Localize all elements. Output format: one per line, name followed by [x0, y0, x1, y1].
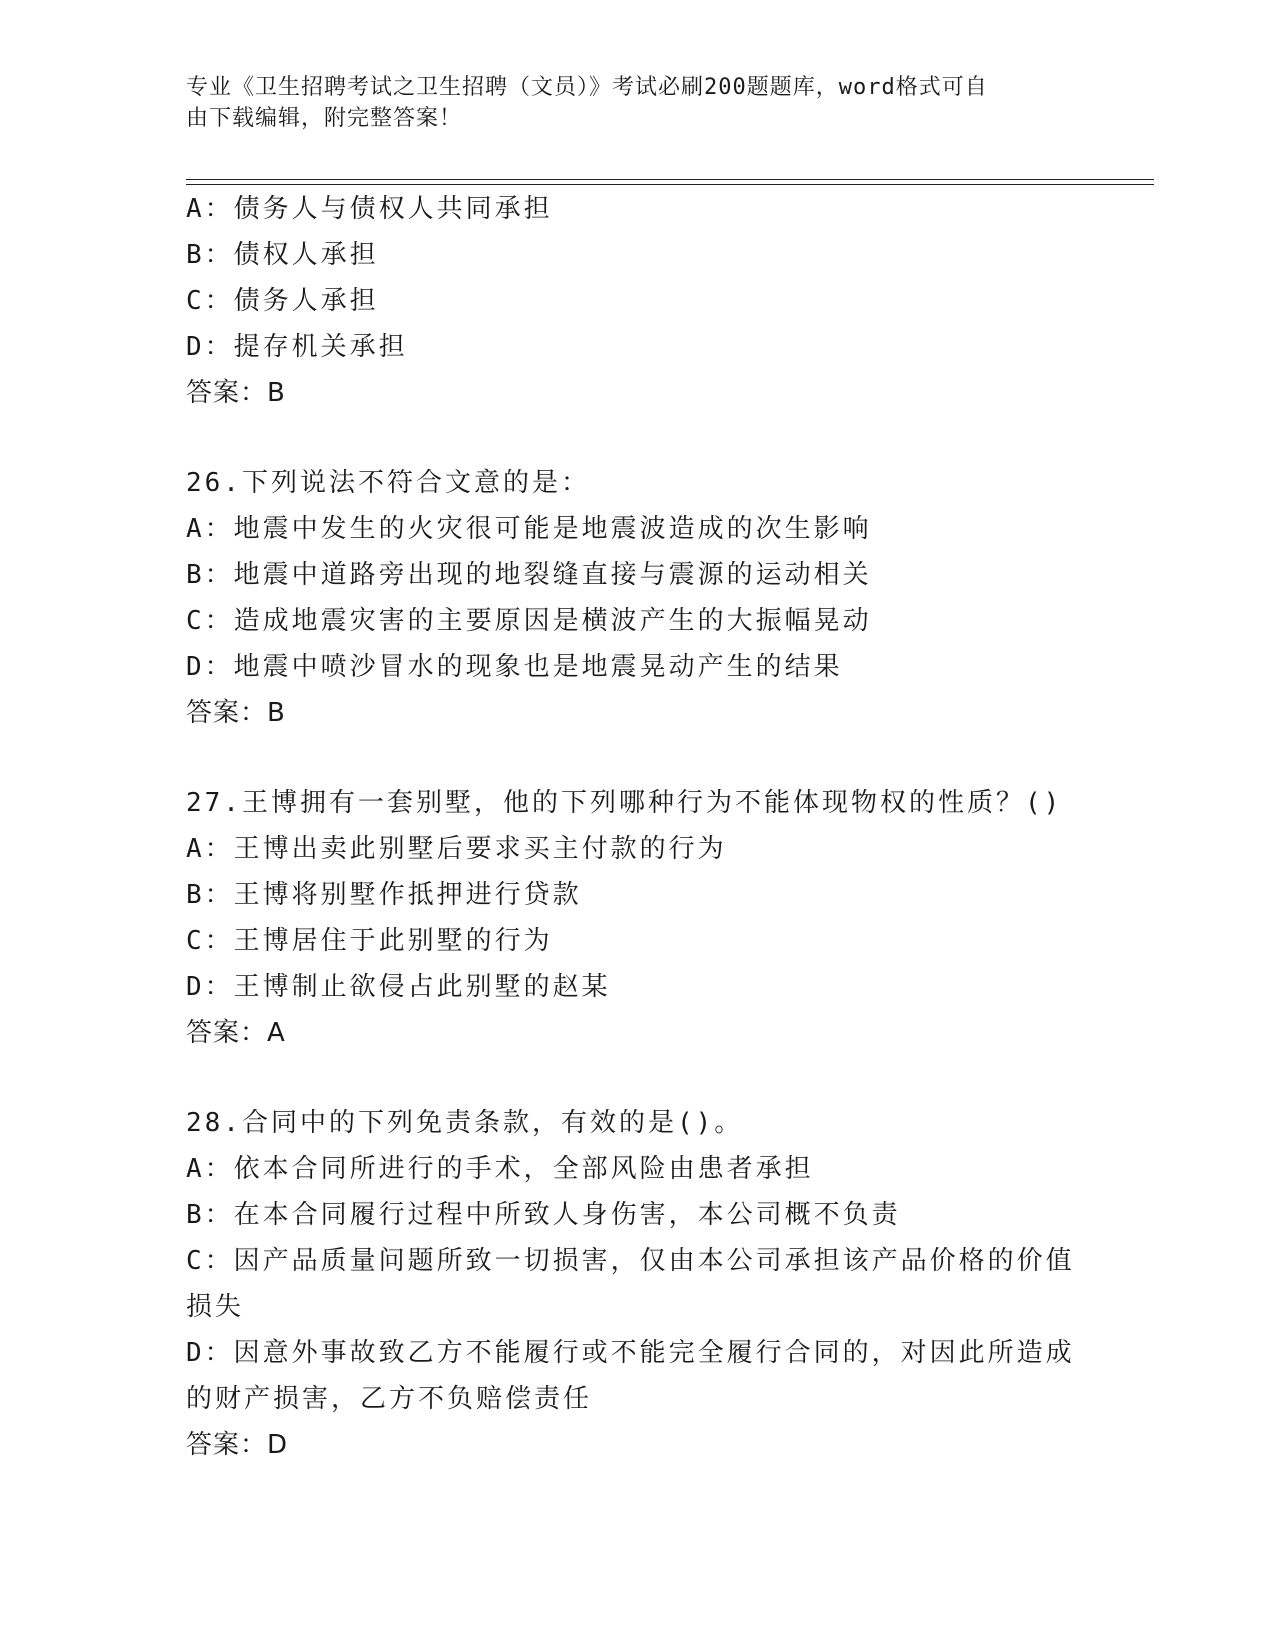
header-rule-bottom — [186, 184, 1154, 185]
question-25 — [186, 186, 1086, 416]
option-d: D：地震中喷沙冒水的现象也是地震晃动产生的结果 — [186, 652, 843, 682]
answer: 答案：A — [186, 1018, 286, 1048]
question-26 — [186, 460, 1086, 736]
option-c-line-2: 损失 — [186, 1292, 245, 1322]
document-header — [186, 72, 1066, 134]
option-a: A：王博出卖此别墅后要求买主付款的行为 — [186, 834, 727, 864]
option-b: B：地震中道路旁出现的地裂缝直接与震源的运动相关 — [186, 560, 872, 590]
answer: 答案：D — [186, 1430, 289, 1460]
spacer — [186, 1056, 1086, 1100]
option-d: D：王博制止欲侵占此别墅的赵某 — [186, 972, 611, 1002]
option-c: C：王博居住于此别墅的行为 — [186, 926, 553, 956]
spacer — [186, 416, 1086, 460]
header-line-1: 专业《卫生招聘考试之卫生招聘（文员）》考试必刷200题题库，word格式可自 — [186, 75, 988, 100]
header-rule-top — [186, 179, 1154, 180]
option-b: B：王博将别墅作抵押进行贷款 — [186, 880, 582, 910]
question-text: 27.王博拥有一套别墅，他的下列哪种行为不能体现物权的性质？() — [186, 788, 1063, 818]
answer: 答案：B — [186, 698, 286, 728]
option-c: C：债务人承担 — [186, 286, 379, 316]
question-27 — [186, 780, 1086, 1056]
spacer — [186, 736, 1086, 780]
option-b: B：债权人承担 — [186, 240, 379, 270]
option-c: C：造成地震灾害的主要原因是横波产生的大振幅晃动 — [186, 606, 872, 636]
question-list — [186, 186, 1086, 1468]
question-text: 26.下列说法不符合文意的是： — [186, 468, 590, 498]
answer: 答案：B — [186, 378, 286, 408]
option-a: A：依本合同所进行的手术，全部风险由患者承担 — [186, 1154, 814, 1184]
option-d-line-1: D：因意外事故致乙方不能履行或不能完全履行合同的，对因此所造成 — [186, 1338, 1075, 1368]
option-d-line-2: 的财产损害，乙方不负赔偿责任 — [186, 1384, 593, 1414]
question-28 — [186, 1100, 1086, 1468]
option-c-line-1: C：因产品质量问题所致一切损害，仅由本公司承担该产品价格的价值 — [186, 1246, 1075, 1276]
question-text: 28.合同中的下列免责条款，有效的是()。 — [186, 1108, 744, 1138]
option-d: D：提存机关承担 — [186, 332, 408, 362]
option-a: A：债务人与债权人共同承担 — [186, 194, 553, 224]
header-line-2: 由下载编辑，附完整答案！ — [186, 106, 463, 131]
option-b: B：在本合同履行过程中所致人身伤害，本公司概不负责 — [186, 1200, 901, 1230]
option-a: A：地震中发生的火灾很可能是地震波造成的次生影响 — [186, 514, 872, 544]
